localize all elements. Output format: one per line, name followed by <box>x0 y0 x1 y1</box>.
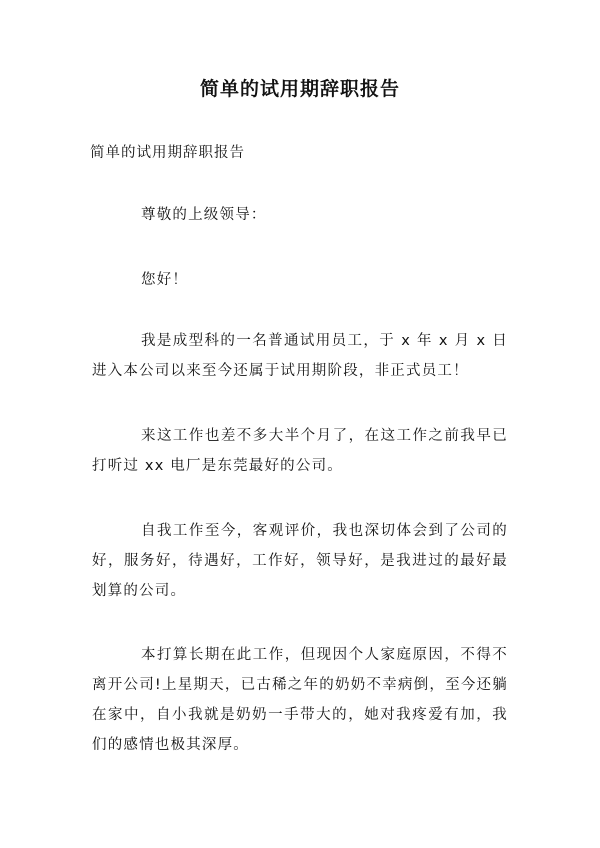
salutation-line: 您好！ <box>141 272 189 288</box>
body-paragraph-1: 我是成型科的一名普通试用员工，于 x 年 x 月 x 日进入本公司以来至今还属于试用期阶段，非正式员工！ <box>92 333 508 379</box>
body-paragraph-2: 来这工作也差不多大半个月了，在这工作之前我早已打听过 xx 电厂是东莞最好的公司。 <box>92 428 508 474</box>
body-paragraph-4: 本打算长期在此工作，但现因个人家庭原因，不得不离开公司!上星期天，已古稀之年的奶奶不幸病倒，至今还躺在家中，自小我就是奶奶一手带大的，她对我疼爱有加，我们的感情也极其深厚。 <box>92 647 508 753</box>
document-subtitle: 简单的试用期辞职报告 <box>90 145 245 161</box>
greeting-line: 尊敬的上级领导： <box>141 207 267 223</box>
document-title: 简单的试用期辞职报告 <box>199 78 400 100</box>
body-paragraph-3: 自我工作至今，客观评价，我也深切体会到了公司的好，服务好，待遇好，工作好，领导好，是我进过的最好最划算的公司。 <box>92 523 508 599</box>
